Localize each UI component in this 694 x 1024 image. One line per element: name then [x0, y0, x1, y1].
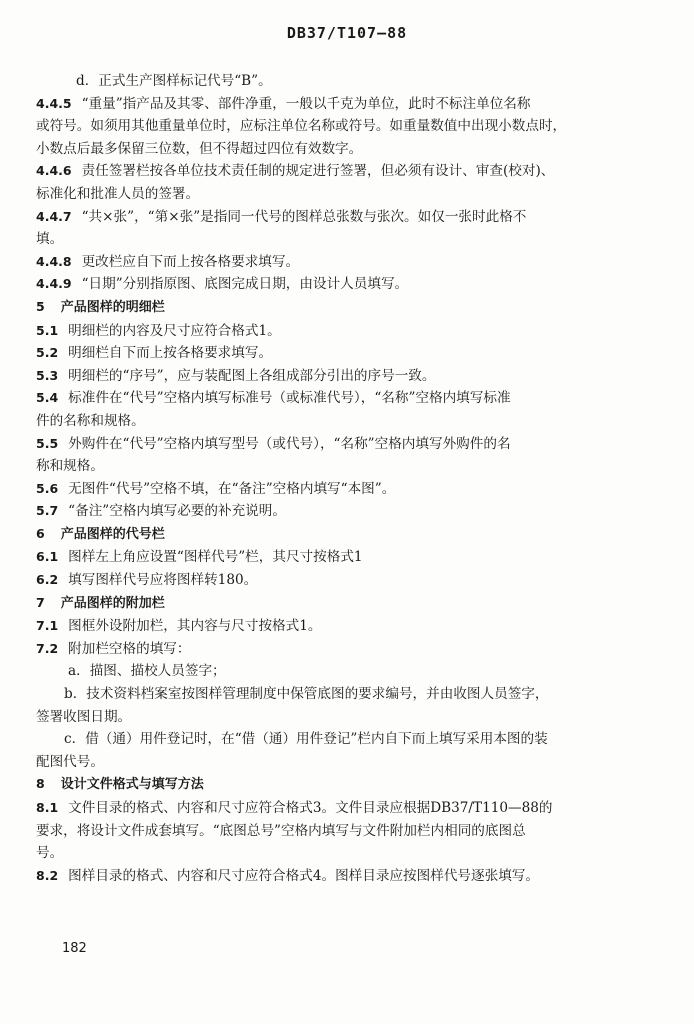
clause-number: 4.4.6: [36, 163, 72, 179]
text-line: [36, 569, 636, 592]
section-heading: [36, 592, 636, 616]
clause-text: 明细栏自下而上按各格要求填写。: [68, 345, 273, 362]
text-line: [36, 342, 636, 365]
text-line: [36, 251, 636, 274]
clause-number: 5.5: [36, 435, 59, 451]
text-line: [36, 797, 636, 820]
text-line: [36, 478, 636, 501]
clause-number: 7: [36, 594, 45, 610]
text-line: [36, 115, 636, 138]
text-line: [36, 500, 636, 523]
clause-text: 标准化和批准人员的签署。: [36, 185, 200, 202]
clause-text: b．技术资料档案室按图样管理制度中保管底图的要求编号，并由收图人员签字，: [64, 686, 549, 703]
text-line: [36, 683, 636, 706]
clause-text: “共×张”，“第×张”是指同一代号的图样总张数与张次。如仅一张时此格不: [81, 208, 527, 225]
clause-number: 5.3: [36, 367, 59, 383]
clause-number: 5.2: [36, 345, 59, 361]
clause-text: c．借（通）用件登记时，在“借（通）用件登记”栏内自下而上填写采用本图的装: [64, 731, 548, 748]
text-line: [36, 183, 636, 206]
text-line: [36, 160, 636, 183]
text-line: [36, 615, 636, 638]
clause-text: 更改栏应自下而上按各格要求填写。: [81, 253, 300, 270]
clause-number: 6.2: [36, 572, 59, 588]
text-line: [36, 455, 636, 478]
text-line: [36, 751, 636, 774]
text-line: [36, 410, 636, 433]
clause-text: 标准件在“代号”空格内填写标准号（或标准代号），“名称”空格内填写标准: [68, 390, 511, 407]
clause-text: 或符号。如须用其他重量单位时，应标注单位名称或符号。如重量数值中出现小数点时，: [36, 118, 567, 135]
clause-number: 5.6: [36, 480, 59, 496]
text-line: [36, 820, 636, 843]
text-line: [36, 842, 636, 865]
clause-text: 小数点后最多保留三位数，但不得超过四位有效数字。: [36, 140, 363, 157]
text-line: [36, 546, 636, 569]
clause-text: 外购件在“代号”空格内填写型号（或代号），“名称”空格内填写外购件的名: [68, 435, 511, 452]
clause-number: 4.4.8: [36, 253, 72, 269]
clause-text: 附加栏空格的填写：: [68, 640, 191, 657]
clause-text: “备注”空格内填写必要的补充说明。: [68, 503, 286, 520]
clause-text: d．正式生产图样标记代号“B”。: [76, 73, 272, 89]
clause-text: 件的名称和规格。: [36, 412, 145, 429]
section-heading: [36, 523, 636, 547]
clause-text: 产品图样的明细栏: [60, 299, 165, 315]
clause-number: 5.4: [36, 390, 59, 406]
clause-number: 7.2: [36, 640, 59, 656]
clause-number: 8.1: [36, 800, 59, 815]
page-number: 182: [62, 941, 87, 956]
text-line: [36, 433, 636, 456]
page-body: [36, 70, 636, 887]
text-line: [36, 728, 636, 751]
text-line: [36, 660, 636, 683]
clause-number: 8: [36, 776, 45, 792]
clause-number: 4.4.7: [36, 208, 72, 224]
clause-text: 图样目录的格式、内容和尺寸应符合格式4。图样目录应按图样代号逐张填写。: [68, 867, 539, 884]
text-line: [36, 320, 636, 343]
clause-number: 5.1: [36, 322, 59, 338]
clause-number: 6: [36, 525, 45, 541]
clause-number: 7.1: [36, 618, 59, 634]
text-line: [36, 865, 636, 888]
clause-number: 5: [36, 298, 45, 314]
text-line: [36, 93, 636, 116]
clause-text: 无图件“代号”空格不填，在“备注”空格内填写“本图”。: [68, 480, 396, 497]
clause-text: 设计文件格式与填写方法: [60, 777, 204, 793]
text-line: [36, 706, 636, 729]
clause-text: 称和规格。: [36, 458, 104, 475]
clause-text: 产品图样的代号栏: [60, 526, 165, 542]
text-line: [36, 638, 636, 661]
clause-text: 责任签署栏按各单位技术责任制的规定进行签署，但必须有设计、审查(校对)、: [81, 163, 555, 180]
clause-text: a．描图、描校人员签字；: [68, 663, 226, 680]
clause-text: “日期”分别指原图、底图完成日期，由设计人员填写。: [81, 276, 409, 293]
clause-text: 填。: [36, 231, 64, 248]
text-line: [36, 138, 636, 161]
clause-text: 号。: [36, 845, 64, 862]
text-line: [36, 206, 636, 229]
section-heading: [36, 773, 636, 797]
page-header: DB37/T107—88: [286, 24, 408, 42]
text-line: [36, 365, 636, 388]
clause-text: “重量”指产品及其零、部件净重，一般以千克为单位，此时不标注单位名称: [81, 95, 531, 112]
text-line: [36, 273, 636, 296]
clause-text: 填写图样代号应将图样转180。: [68, 572, 258, 589]
text-line: [36, 228, 636, 251]
clause-text: 图框外设附加栏，其内容与尺寸按格式1。: [68, 618, 322, 635]
clause-text: 产品图样的附加栏: [60, 595, 165, 611]
clause-text: 配图代号。: [36, 753, 104, 770]
clause-text: 明细栏的“序号”，应与装配图上各组成部分引出的序号一致。: [68, 367, 436, 384]
text-line: [36, 70, 636, 93]
clause-number: 4.4.9: [36, 276, 72, 292]
clause-text: 图样左上角应设置“图样代号”栏，其尺寸按格式1: [68, 549, 363, 566]
clause-number: 8.2: [36, 867, 59, 883]
clause-number: 4.4.5: [36, 95, 72, 111]
section-heading: [36, 296, 636, 320]
clause-number: 6.1: [36, 549, 59, 565]
clause-number: 5.7: [36, 503, 59, 519]
clause-text: 文件目录的格式、内容和尺寸应符合格式3。文件目录应根据DB37/T110—88的: [68, 800, 553, 816]
clause-text: 签署收图日期。: [36, 708, 132, 725]
text-line: [36, 387, 636, 410]
clause-text: 要求，将设计文件成套填写。“底图总号”空格内填写与文件附加栏内相同的底图总: [36, 822, 526, 839]
clause-text: 明细栏的内容及尺寸应符合格式1。: [68, 322, 281, 339]
